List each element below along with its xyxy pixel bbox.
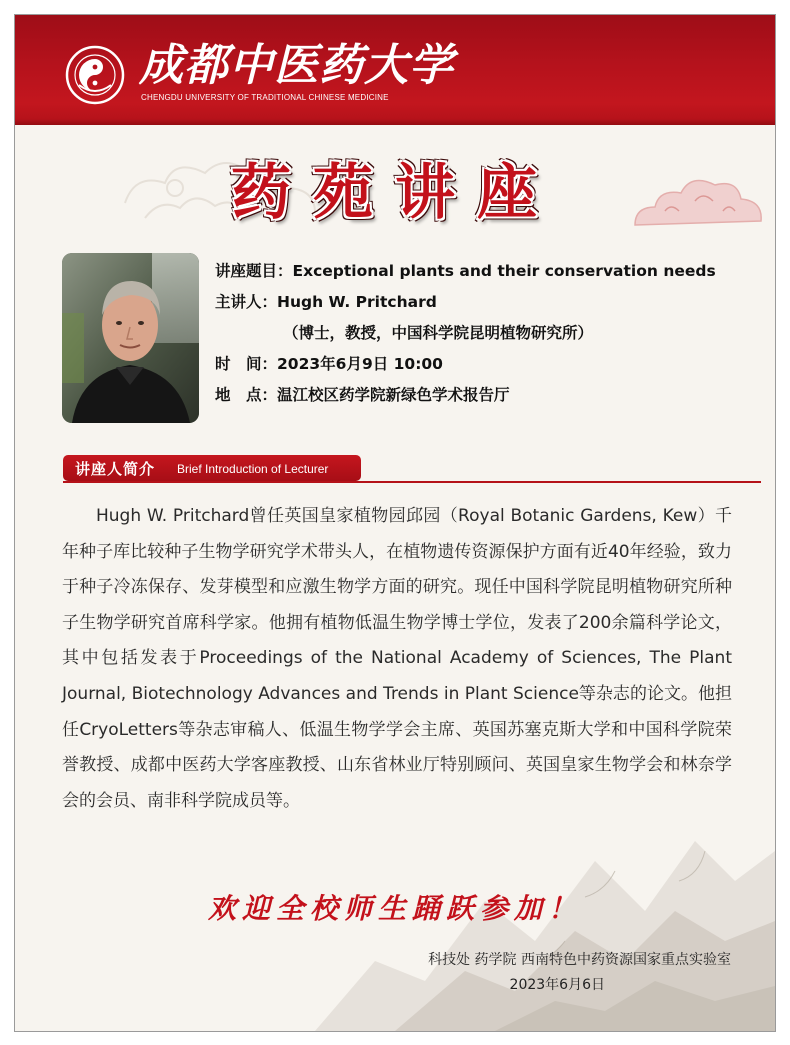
welcome-slogan: 欢迎全校师生踊跃参加！ [207,892,582,925]
tcm-university-seal-icon [65,45,125,105]
poster-title: 药苑讲座 [231,158,559,228]
intro-heading-cn: 讲座人简介 [75,460,156,478]
place-value: 温江校区药学院新绿色学术报告厅 [277,386,510,404]
topic-row [215,259,716,281]
speaker-label: 主讲人： [215,293,278,311]
issue-date: 2023年6月6日 [509,977,605,993]
topic-value: Exceptional plants and their conservation needs [292,262,716,280]
lecture-poster [14,14,776,1032]
speaker-row [215,290,437,312]
university-name-cn: 成都中医药大学 [139,40,454,91]
intro-heading-en: Brief Introduction of Lecturer [177,462,329,476]
organizers: 科技处 药学院 西南特色中药资源国家重点实验室 [428,952,731,968]
time-label: 时 间： [215,355,278,373]
section-divider [63,481,761,483]
university-name-en: CHENGDU UNIVERSITY OF TRADITIONAL CHINESE MEDICINE [141,93,389,102]
topic-label: 讲座题目： [215,262,293,280]
time-value: 2023年6月9日 10:00 [277,355,443,373]
lecturer-bio: Hugh W. Pritchard曾任英国皇家植物园邱园（Royal Botanic Gardens, Kew）千年种子库比较种子生物学研究学术带头人，在植物遗传资源保护方面有近40年经验，致力于种子冷冻保存、发芽模型和应激生物学方面的研究。现任中国科学院昆明植物研究所种子生物学研究首席科学家。他拥有植物低温生物学博士学位，发表了200余篇科学论文，其中包括发表于Proceedings of the National Academy of Sciences, The Plant Journal, Biotechnology Advances and Trends in Plant Science等杂志的论文。他担任CryoLetters等杂志审稿人、低温生物学学会主席、英国苏塞克斯大学和中国科学院荣誉教授、成都中医药大学客座教授、山东省林业厅特别顾问、英国皇家生物学会和林奈学会的会员、南非科学院成员等。 [62,506,732,811]
affiliation-row: （博士，教授，中国科学院昆明植物研究所） [283,324,594,342]
intro-heading [63,455,361,481]
place-row [215,383,510,405]
place-label: 地 点： [215,386,278,404]
university-header [15,15,775,125]
speaker-portrait-icon [62,253,199,423]
speaker-photo [62,253,199,423]
time-row [215,352,443,374]
speaker-value: Hugh W. Pritchard [277,293,437,311]
